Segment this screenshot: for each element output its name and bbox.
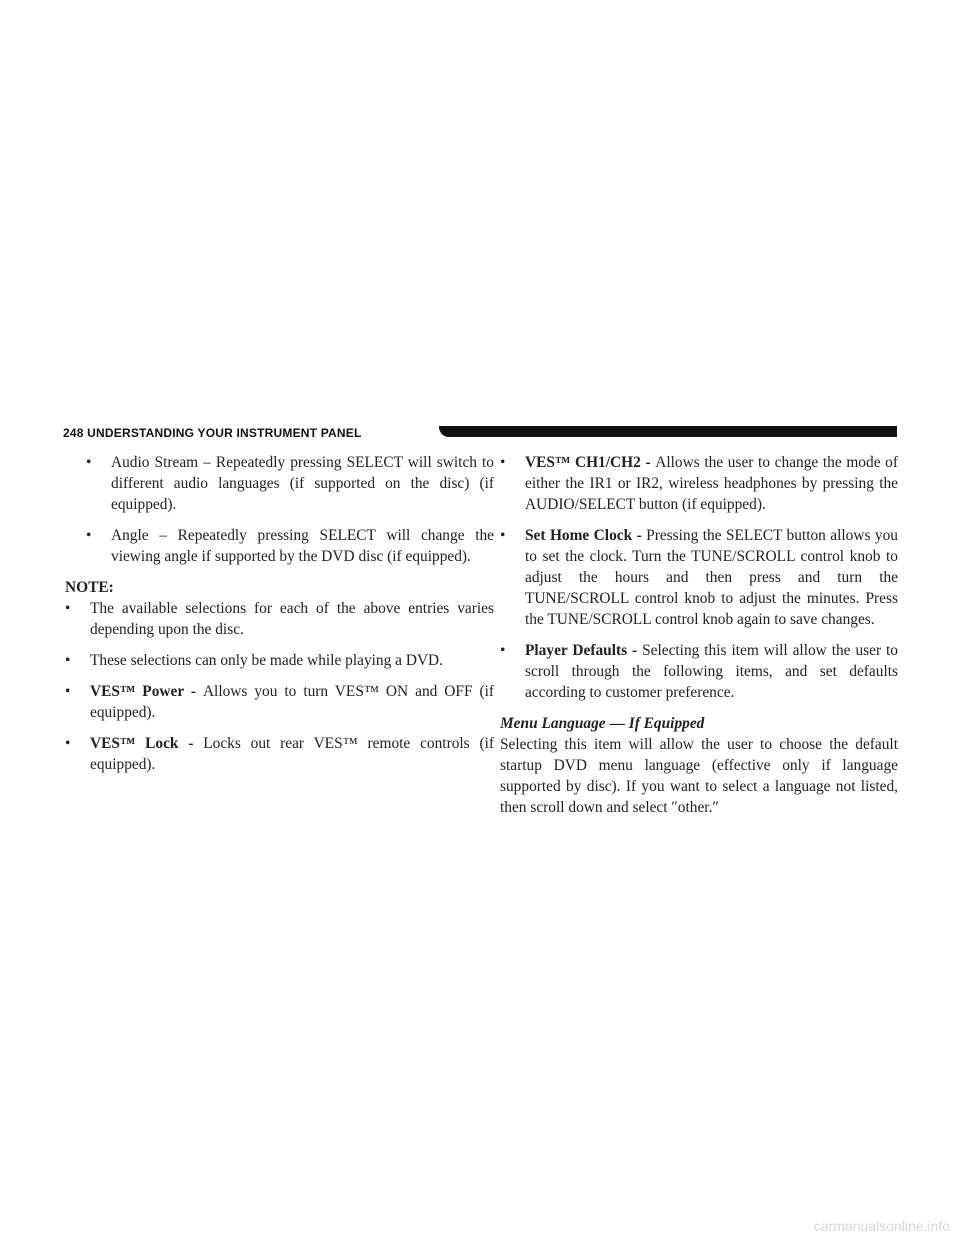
list-item-text: Allows the user to change the mode of either the IR1 or IR2, wireless headphones by pressing the AUDIO/SELECT button (if equipped). — [525, 454, 898, 513]
list-item — [500, 640, 898, 703]
bullet-icon: • — [86, 527, 92, 544]
bullet-icon: • — [500, 527, 506, 544]
list-item-text: Angle – Repeatedly pressing SELECT will change the viewing angle if supported by the DVD disc (if equipped). — [111, 527, 494, 565]
bullet-icon: • — [500, 642, 506, 659]
list-item-label: VES™ CH1/CH2 - — [525, 454, 656, 471]
watermark-text: carmanualsonline.info — [813, 1218, 950, 1234]
note-list-item — [65, 650, 494, 671]
bullet-icon: • — [500, 454, 506, 471]
list-item — [500, 525, 898, 630]
list-item — [86, 525, 494, 567]
header-rule-bar — [439, 426, 897, 437]
note-item-text: These selections can only be made while playing a DVD. — [90, 652, 444, 669]
right-column — [500, 452, 898, 818]
note-item-text: The available selections for each of the above entries varies depending upon the disc. — [90, 600, 494, 638]
bullet-icon: • — [65, 652, 71, 669]
bullet-icon: • — [65, 735, 71, 752]
section-subheading: Menu Language — If Equipped — [500, 715, 705, 732]
page-number-title: 248 UNDERSTANDING YOUR INSTRUMENT PANEL — [63, 426, 362, 440]
left-column — [65, 452, 495, 785]
note-list-item — [65, 733, 494, 775]
note-label: NOTE: — [65, 579, 114, 596]
list-item — [86, 452, 494, 515]
note-item-text: Locks out rear VES™ remote controls (if equipped). — [90, 735, 494, 773]
section-paragraph: Selecting this item will allow the user to choose the default startup DVD menu language (effective only if language supported by disc). If you want to select a language not listed, then scroll down and select ″other.″ — [500, 736, 898, 816]
page-header — [63, 424, 897, 442]
list-item-label: Set Home Clock - — [525, 527, 647, 544]
list-item-text: Pressing the SELECT button allows you to set the clock. Turn the TUNE/SCROLL control knob to adjust the hours and then press and turn the TUNE/SCROLL control knob to adjust the minutes. Press the TUNE/SCROLL control knob again to save changes. — [525, 527, 898, 628]
list-item-text: Audio Stream – Repeatedly pressing SELECT will switch to different audio languages (if supported on the disc) (if equipped). — [111, 454, 494, 513]
note-item-label: VES™ Lock - — [90, 735, 204, 752]
note-item-text: Allows you to turn VES™ ON and OFF (if equipped). — [90, 683, 495, 721]
bullet-icon: • — [86, 454, 92, 471]
list-item-label: Player Defaults - — [525, 642, 643, 659]
bullet-icon: • — [65, 600, 71, 617]
note-list-item — [65, 598, 494, 640]
note-list-item — [65, 681, 494, 723]
bullet-icon: • — [65, 683, 71, 700]
list-item — [500, 452, 898, 515]
list-item-text: Selecting this item will allow the user to scroll through the following items, and set defaults according to customer preference. — [525, 642, 898, 701]
note-item-label: VES™ Power - — [90, 683, 203, 700]
